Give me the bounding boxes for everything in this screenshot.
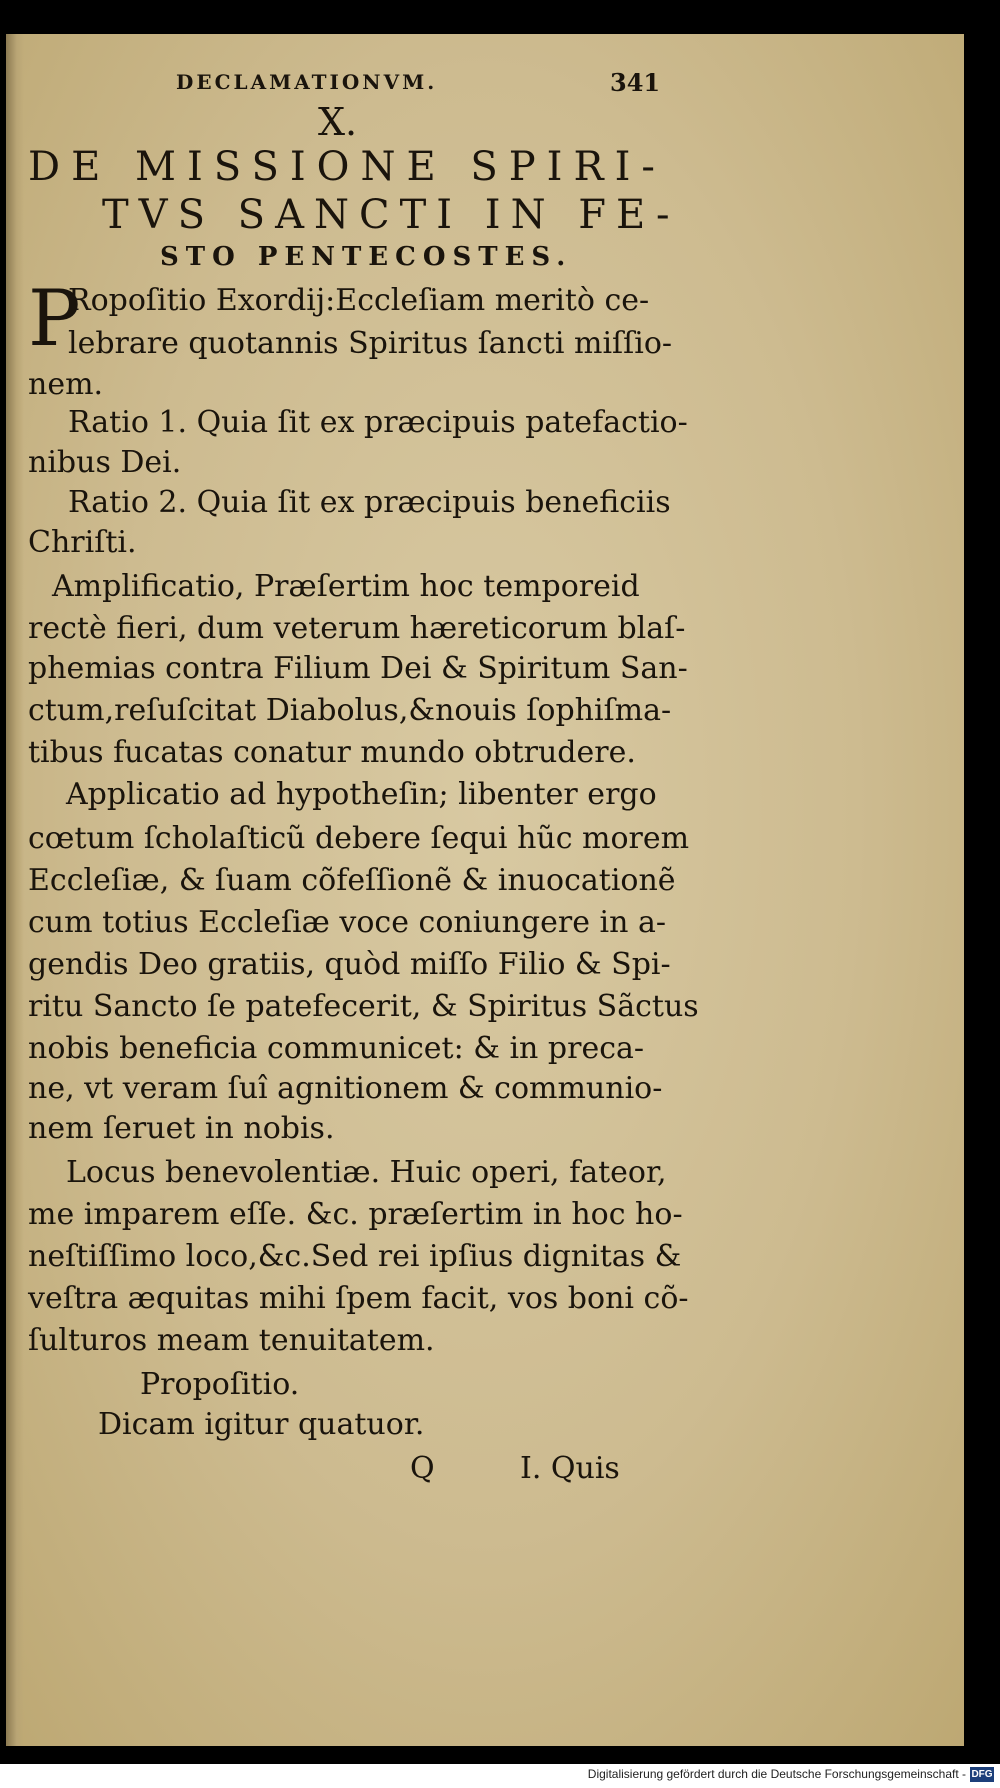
footer-credit: Digitalisierung gefördert durch die Deutsche Forschungsgemeinschaft - (587, 1767, 966, 1781)
body-line: phemias contra Filium Dei & Spiritum San- (28, 651, 688, 686)
body-line: me imparem eſſe. &c. præſertim in hoc ho- (28, 1197, 683, 1232)
body-line: cum totius Eccleſiæ voce coniungere in a- (28, 905, 666, 940)
body-line: lebrare quotannis Spiritus ſancti miſſio- (68, 326, 673, 361)
body-line: tibus fucatas conatur mundo obtrudere. (28, 735, 636, 770)
body-line: neſtiſſimo loco,&c.Sed rei ipſius dignitas & (28, 1239, 682, 1274)
body-line: nem ſeruet in nobis. (28, 1111, 335, 1146)
body-line: Locus benevolentiæ. Huic operi, fateor, (66, 1155, 667, 1190)
body-line: ritu Sancto ſe patefecerit, & Spiritus Sãctus (28, 989, 699, 1024)
body-line: Ratio 2. Quia ſit ex præcipuis beneficiis (68, 485, 671, 520)
body-line: ctum,reſuſcitat Diabolus,&nouis ſophiſma- (28, 693, 672, 728)
body-line: Applicatio ad hypotheſin; libenter ergo (66, 777, 657, 812)
dfg-logo: DFG (971, 1769, 993, 1780)
title-line-2: TVS SANCTI IN FE- (102, 192, 680, 238)
body-line: cœtum ſcholaſticũ debere ſequi hũc morem (28, 821, 690, 856)
drop-cap-initial: P (28, 274, 81, 364)
body-line: Amplificatio, Præſertim hoc temporeid (52, 569, 640, 604)
body-line: Eccleſiæ, & ſuam cõfeſſionẽ & inuocationẽ (28, 863, 676, 898)
page-spine-edge (6, 34, 24, 1746)
catchword-signature: Q (410, 1451, 435, 1486)
body-line: veſtra æquitas mihi ſpem facit, vos boni cõ- (28, 1281, 689, 1316)
catchword: I. Quis (520, 1451, 620, 1486)
running-head: DECLAMATIONVM. (176, 70, 438, 94)
body-line: Propoſitio. (140, 1367, 300, 1402)
title-line-1: DE MISSIONE SPIRI- (28, 144, 666, 190)
body-line: ne, vt veram ſuî agnitionem & communio- (28, 1071, 663, 1106)
chapter-number: X. (318, 100, 358, 144)
body-line: Ropoſitio Exordij:Eccleſiam meritò ce- (68, 283, 650, 318)
body-line: nem. (28, 367, 104, 402)
body-line: rectè fieri, dum veterum hæreticorum blaſ- (28, 611, 686, 646)
body-line: nibus Dei. (28, 445, 182, 480)
title-line-3: STO PENTECOSTES. (160, 242, 573, 272)
body-line: Chriſti. (28, 525, 137, 560)
body-line: ſulturos meam tenuitatem. (28, 1323, 435, 1358)
page-number: 341 (610, 68, 661, 97)
body-line: nobis beneficia communicet: & in preca- (28, 1031, 645, 1066)
book-page (6, 34, 964, 1746)
body-line: gendis Deo gratiis, quòd miſſo Filio & Spi- (28, 947, 671, 982)
body-line: Dicam igitur quatuor. (98, 1407, 425, 1442)
body-line: Ratio 1. Quia ſit ex præcipuis patefactio- (68, 405, 688, 440)
